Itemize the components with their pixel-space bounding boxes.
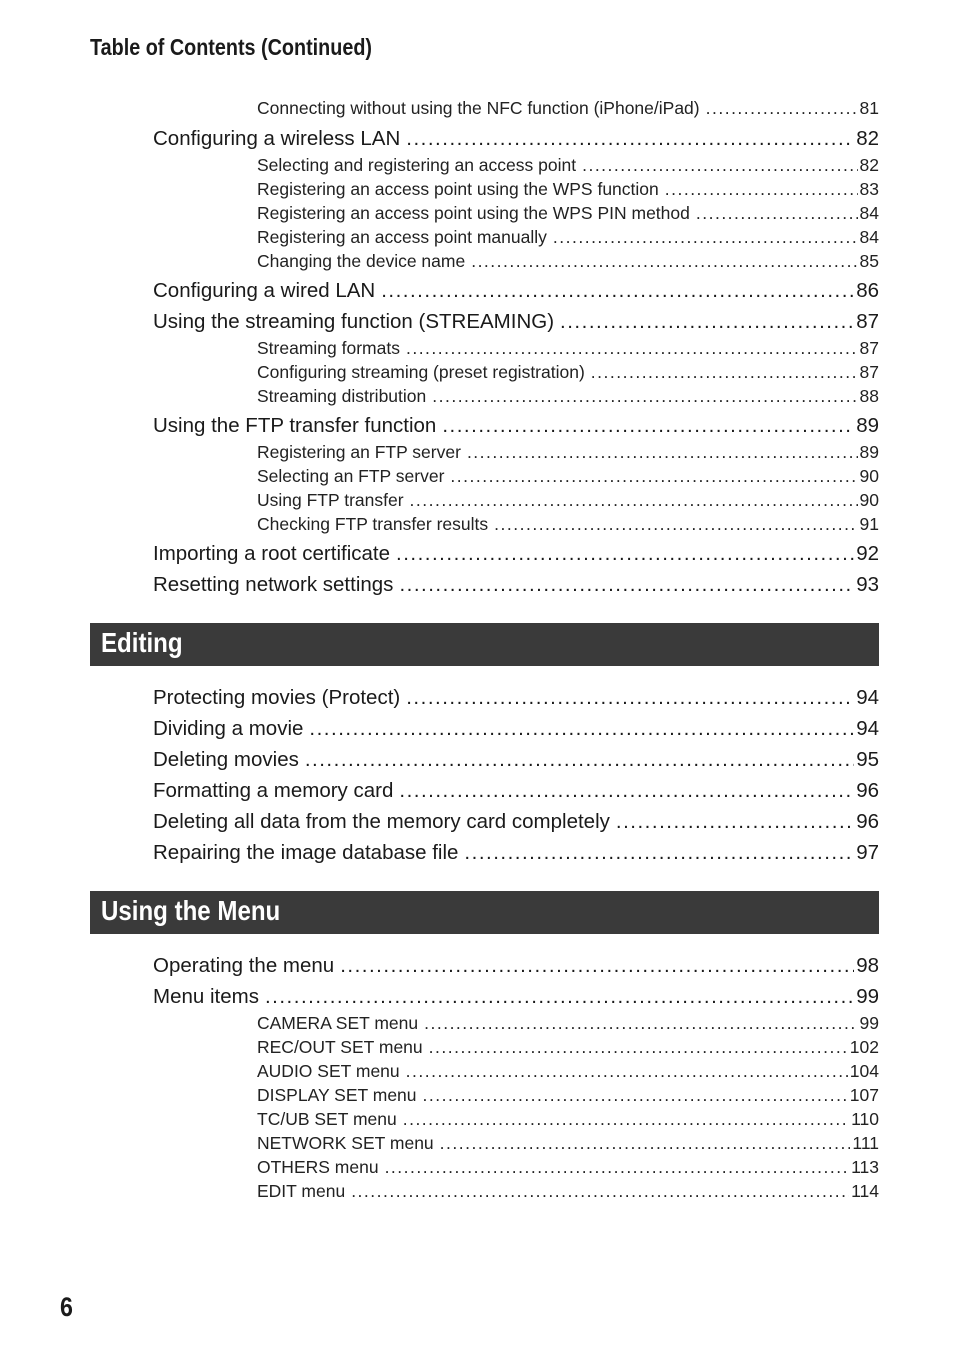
toc-entry-title: Selecting and registering an access point bbox=[257, 155, 577, 175]
toc-subentry[interactable] bbox=[257, 514, 879, 535]
toc-page-number: 90 bbox=[859, 466, 879, 486]
dot-leader bbox=[429, 1037, 848, 1058]
toc-subentry[interactable] bbox=[257, 466, 879, 487]
toc-subentry[interactable] bbox=[257, 442, 879, 463]
toc-page-number: 90 bbox=[859, 490, 879, 510]
toc-entry-title: EDIT menu bbox=[257, 1181, 346, 1201]
page-title: Table of Contents (Continued) bbox=[90, 34, 373, 60]
toc-entry-title: AUDIO SET menu bbox=[257, 1061, 400, 1081]
toc-page-number: 96 bbox=[856, 810, 879, 833]
dot-leader bbox=[442, 414, 854, 438]
toc-entry-title: Resetting network settings bbox=[153, 573, 394, 596]
dot-leader bbox=[440, 1133, 851, 1154]
dot-leader bbox=[432, 386, 857, 407]
toc-subentry[interactable] bbox=[257, 98, 879, 119]
toc-page-number: 104 bbox=[849, 1061, 879, 1081]
toc-entry[interactable] bbox=[153, 686, 879, 710]
toc-page-number: 82 bbox=[856, 127, 879, 150]
toc-entry-title: Registering an FTP server bbox=[257, 442, 461, 462]
dot-leader bbox=[494, 514, 857, 535]
dot-leader bbox=[424, 1013, 857, 1034]
toc-page-number: 87 bbox=[856, 310, 879, 333]
toc-page-number: 84 bbox=[859, 227, 879, 247]
toc-page-number: 83 bbox=[859, 179, 879, 199]
toc-page-number: 82 bbox=[859, 155, 879, 175]
dot-leader bbox=[351, 1181, 849, 1202]
toc-entry-title: Selecting an FTP server bbox=[257, 466, 445, 486]
toc-entry-title: Using the FTP transfer function bbox=[153, 414, 437, 437]
toc-subentry[interactable] bbox=[257, 1157, 879, 1178]
section-header-editing bbox=[90, 623, 879, 666]
toc-entry-title: Using the streaming function (STREAMING) bbox=[153, 310, 555, 333]
dot-leader bbox=[464, 841, 854, 865]
toc-subentry[interactable] bbox=[257, 1037, 879, 1058]
toc-subentry[interactable] bbox=[257, 1181, 879, 1202]
toc-entry-title: Configuring a wireless LAN bbox=[153, 127, 401, 150]
toc-entry-title: Configuring streaming (preset registration) bbox=[257, 362, 585, 382]
dot-leader bbox=[471, 251, 857, 272]
toc-entry[interactable] bbox=[153, 717, 879, 741]
toc-entry-title: Menu items bbox=[153, 985, 259, 1008]
toc-page-number: 88 bbox=[859, 386, 879, 406]
dot-leader bbox=[665, 179, 858, 200]
toc-entry-title: Deleting movies bbox=[153, 748, 299, 771]
dot-leader bbox=[410, 490, 858, 511]
toc-subentry[interactable] bbox=[257, 386, 879, 407]
toc-entry-title: NETWORK SET menu bbox=[257, 1133, 434, 1153]
toc-entry-title: DISPLAY SET menu bbox=[257, 1085, 417, 1105]
toc-page-number: 111 bbox=[852, 1133, 879, 1153]
dot-leader bbox=[450, 466, 857, 487]
dot-leader bbox=[403, 1109, 849, 1130]
toc-entry[interactable] bbox=[153, 310, 879, 334]
toc-page-number: 110 bbox=[851, 1109, 879, 1129]
dot-leader bbox=[423, 1085, 848, 1106]
toc-entry-title: Importing a root certificate bbox=[153, 542, 390, 565]
toc-page-number: 89 bbox=[856, 414, 879, 437]
toc-page-number: 89 bbox=[859, 442, 879, 462]
toc-page-number: 98 bbox=[856, 954, 879, 977]
toc-subentry[interactable] bbox=[257, 490, 879, 511]
toc-subentry[interactable] bbox=[257, 1133, 879, 1154]
dot-leader bbox=[706, 98, 858, 119]
toc-entry-title: Formatting a memory card bbox=[153, 779, 394, 802]
toc-subentry[interactable] bbox=[257, 179, 879, 200]
dot-leader bbox=[399, 573, 854, 597]
toc-page-number: 81 bbox=[859, 98, 879, 118]
toc-page-number: 102 bbox=[849, 1037, 879, 1057]
toc-subentry[interactable] bbox=[257, 1109, 879, 1130]
toc-entry-title: TC/UB SET menu bbox=[257, 1109, 397, 1129]
toc-subentry[interactable] bbox=[257, 203, 879, 224]
section-title-editing: Editing bbox=[101, 627, 183, 658]
dot-leader bbox=[696, 203, 858, 224]
dot-leader bbox=[399, 779, 854, 803]
toc-subentry[interactable] bbox=[257, 251, 879, 272]
toc-page-number: 87 bbox=[859, 362, 879, 382]
toc-page-number: 87 bbox=[859, 338, 879, 358]
toc-entry-title: Streaming formats bbox=[257, 338, 400, 358]
toc-entry[interactable] bbox=[153, 985, 879, 1009]
toc-entry[interactable] bbox=[153, 573, 879, 597]
toc-entry-title: CAMERA SET menu bbox=[257, 1013, 419, 1033]
dot-leader bbox=[406, 686, 854, 710]
dot-leader bbox=[340, 954, 854, 978]
toc-entry-title: Dividing a movie bbox=[153, 717, 304, 740]
toc-entry-title: Configuring a wired LAN bbox=[153, 279, 376, 302]
toc-entry-title: Using FTP transfer bbox=[257, 490, 404, 510]
toc-subentry[interactable] bbox=[257, 362, 879, 383]
toc-page-number: 93 bbox=[856, 573, 879, 596]
toc-entry[interactable] bbox=[153, 779, 879, 803]
toc-page-number: 84 bbox=[859, 203, 879, 223]
toc-entry-title: Operating the menu bbox=[153, 954, 335, 977]
toc-entry[interactable] bbox=[153, 127, 879, 151]
toc-page-number: 86 bbox=[856, 279, 879, 302]
toc-subentry[interactable] bbox=[257, 227, 879, 248]
toc-subentry[interactable] bbox=[257, 338, 879, 359]
toc-page-number: 94 bbox=[856, 686, 879, 709]
toc-page-number: 114 bbox=[851, 1181, 879, 1201]
toc-page-number: 96 bbox=[856, 779, 879, 802]
dot-leader bbox=[582, 155, 857, 176]
toc-subentry[interactable] bbox=[257, 1061, 879, 1082]
dot-leader bbox=[406, 1061, 848, 1082]
toc-entry-title: Streaming distribution bbox=[257, 386, 427, 406]
dot-leader bbox=[467, 442, 858, 463]
section-title-using-the-menu: Using the Menu bbox=[101, 895, 281, 926]
toc-page-number: 95 bbox=[856, 748, 879, 771]
toc-entry[interactable] bbox=[153, 748, 879, 772]
toc-subentry[interactable] bbox=[257, 1013, 879, 1034]
toc-subentry[interactable] bbox=[257, 155, 879, 176]
dot-leader bbox=[381, 279, 854, 303]
toc-page-number: 94 bbox=[856, 717, 879, 740]
page-number: 6 bbox=[60, 1292, 73, 1322]
dot-leader bbox=[406, 127, 854, 151]
toc-entry[interactable] bbox=[153, 542, 879, 566]
toc-entry-title: Registering an access point manually bbox=[257, 227, 547, 247]
dot-leader bbox=[406, 338, 858, 359]
toc-entry-title: Checking FTP transfer results bbox=[257, 514, 489, 534]
toc-entry-title: Registering an access point using the WPS function bbox=[257, 179, 659, 199]
toc-page-number: 99 bbox=[856, 985, 879, 1008]
dot-leader bbox=[553, 227, 858, 248]
toc-entry-title: OTHERS menu bbox=[257, 1157, 379, 1177]
toc-entry[interactable] bbox=[153, 810, 879, 834]
toc-entry-title: Registering an access point using the WPS PIN method bbox=[257, 203, 690, 223]
dot-leader bbox=[385, 1157, 850, 1178]
toc-entry-title: Connecting without using the NFC function (iPhone/iPad) bbox=[257, 98, 700, 118]
toc-entry-title: Deleting all data from the memory card completely bbox=[153, 810, 610, 833]
toc-entry-title: Repairing the image database file bbox=[153, 841, 459, 864]
toc-entry[interactable] bbox=[153, 279, 879, 303]
toc-page-number: 85 bbox=[859, 251, 879, 271]
dot-leader bbox=[305, 748, 854, 772]
dot-leader bbox=[265, 985, 854, 1009]
toc-page-number: 113 bbox=[851, 1157, 879, 1177]
dot-leader bbox=[309, 717, 854, 741]
toc-entry-title: Protecting movies (Protect) bbox=[153, 686, 401, 709]
dot-leader bbox=[396, 542, 854, 566]
toc-page-number: 107 bbox=[849, 1085, 879, 1105]
section-header-using-the-menu bbox=[90, 891, 879, 934]
dot-leader bbox=[616, 810, 854, 834]
toc-subentry[interactable] bbox=[257, 1085, 879, 1106]
toc-entry-title: Changing the device name bbox=[257, 251, 466, 271]
toc-page-number: 99 bbox=[859, 1013, 879, 1033]
toc-page-number: 97 bbox=[856, 841, 879, 864]
dot-leader bbox=[560, 310, 854, 334]
toc-entry-title: REC/OUT SET menu bbox=[257, 1037, 423, 1057]
toc-page-number: 92 bbox=[856, 542, 879, 565]
toc-entry[interactable] bbox=[153, 954, 879, 978]
toc-entry[interactable] bbox=[153, 414, 879, 438]
toc-page-number: 91 bbox=[859, 514, 879, 534]
toc-entry[interactable] bbox=[153, 841, 879, 865]
dot-leader bbox=[591, 362, 858, 383]
